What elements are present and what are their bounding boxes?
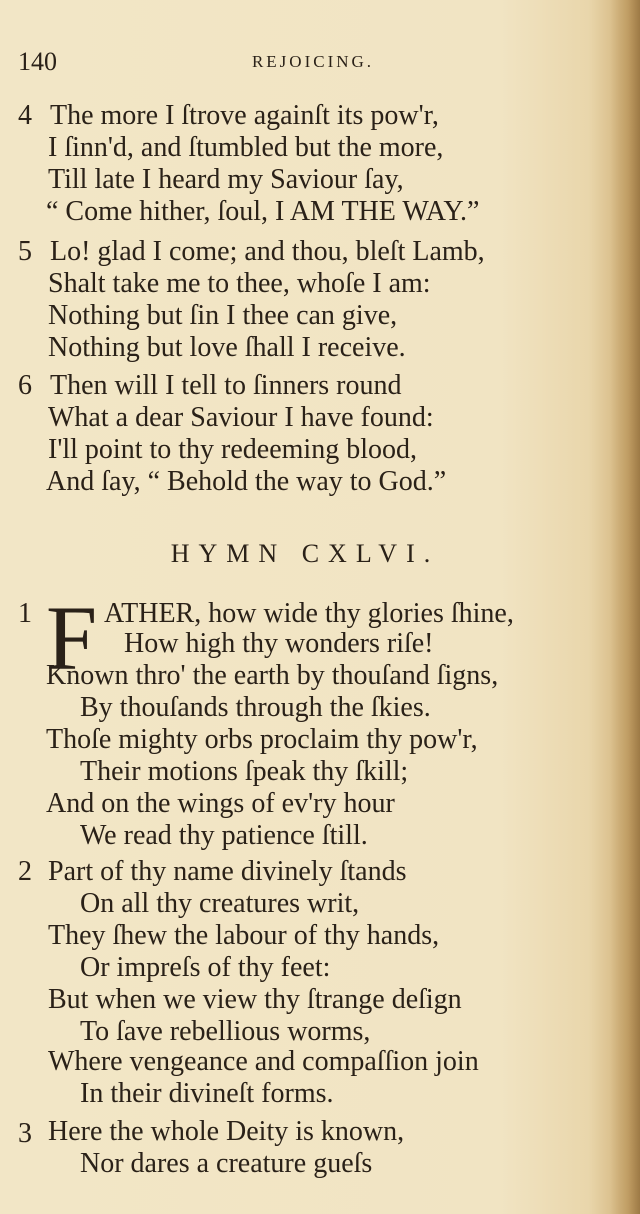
- verse-line: Here the whole Deity is known,: [48, 1116, 405, 1147]
- verse-line: “ Come hither, ſoul, I AM THE WAY.”: [46, 196, 480, 227]
- verse-line: Thoſe mighty orbs proclaim thy pow'r,: [46, 724, 478, 755]
- verse-line: ATHER, how wide thy glories ſhine,: [104, 598, 514, 629]
- running-head: REJOICING.: [251, 52, 375, 71]
- hymn-title: HYMN CXLVI.: [170, 539, 440, 568]
- verse-line: Till late I heard my Saviour ſay,: [48, 164, 404, 195]
- verse-number: 1: [18, 598, 32, 629]
- verse-line: But when we view thy ſtrange deſign: [48, 984, 462, 1015]
- verse-line: Part of thy name divinely ſtands: [48, 856, 407, 887]
- verse-number: 6: [18, 370, 32, 401]
- verse-line: We read thy patience ſtill.: [80, 820, 368, 851]
- page-header: [18, 44, 578, 80]
- verse-line: Or impreſs of thy feet:: [80, 952, 331, 983]
- verse-line: Nor dares a creature gueſs: [80, 1148, 373, 1179]
- verse-line: Known thro' the earth by thouſand ſigns,: [46, 660, 499, 691]
- verse-number: 4: [18, 100, 32, 131]
- verse-line: I'll point to thy redeeming blood,: [48, 434, 417, 465]
- page-edge-shadow: [610, 0, 640, 1214]
- drop-cap: F: [46, 587, 98, 689]
- page-number: 140: [18, 47, 57, 76]
- verse-number: 5: [18, 236, 32, 267]
- verse-line: Then will I tell to ſinners round: [50, 370, 402, 401]
- verse-line: How high thy wonders riſe!: [124, 628, 434, 659]
- verse-line: What a dear Saviour I have found:: [48, 402, 434, 433]
- verse-line: On all thy creatures writ,: [80, 888, 360, 919]
- verse-line: Nothing but love ſhall I receive.: [48, 332, 406, 363]
- verse-line: And on the wings of ev'ry hour: [46, 788, 395, 819]
- verse-line: I ſinn'd, and ſtumbled but the more,: [48, 132, 444, 163]
- verse-line: They ſhew the labour of thy hands,: [48, 920, 440, 951]
- verse-line: Shalt take me to thee, whoſe I am:: [48, 268, 431, 299]
- verse-line: Nothing but ſin I thee can give,: [48, 300, 398, 331]
- verse-number: 2: [18, 856, 32, 887]
- verse-line: In their divineſt forms.: [80, 1078, 334, 1109]
- verse-line: And ſay, “ Behold the way to God.”: [46, 466, 447, 497]
- verse-line: The more I ſtrove againſt its pow'r,: [50, 100, 439, 131]
- verse-line: Where vengeance and compaſſion join: [48, 1046, 479, 1077]
- verse-line: To ſave rebellious worms,: [80, 1016, 371, 1047]
- verse-line: Their motions ſpeak thy ſkill;: [80, 756, 409, 787]
- verse-line: By thouſands through the ſkies.: [80, 692, 431, 723]
- verse-line: Lo! glad I come; and thou, bleſt Lamb,: [50, 236, 485, 267]
- verse-number: 3: [18, 1118, 32, 1149]
